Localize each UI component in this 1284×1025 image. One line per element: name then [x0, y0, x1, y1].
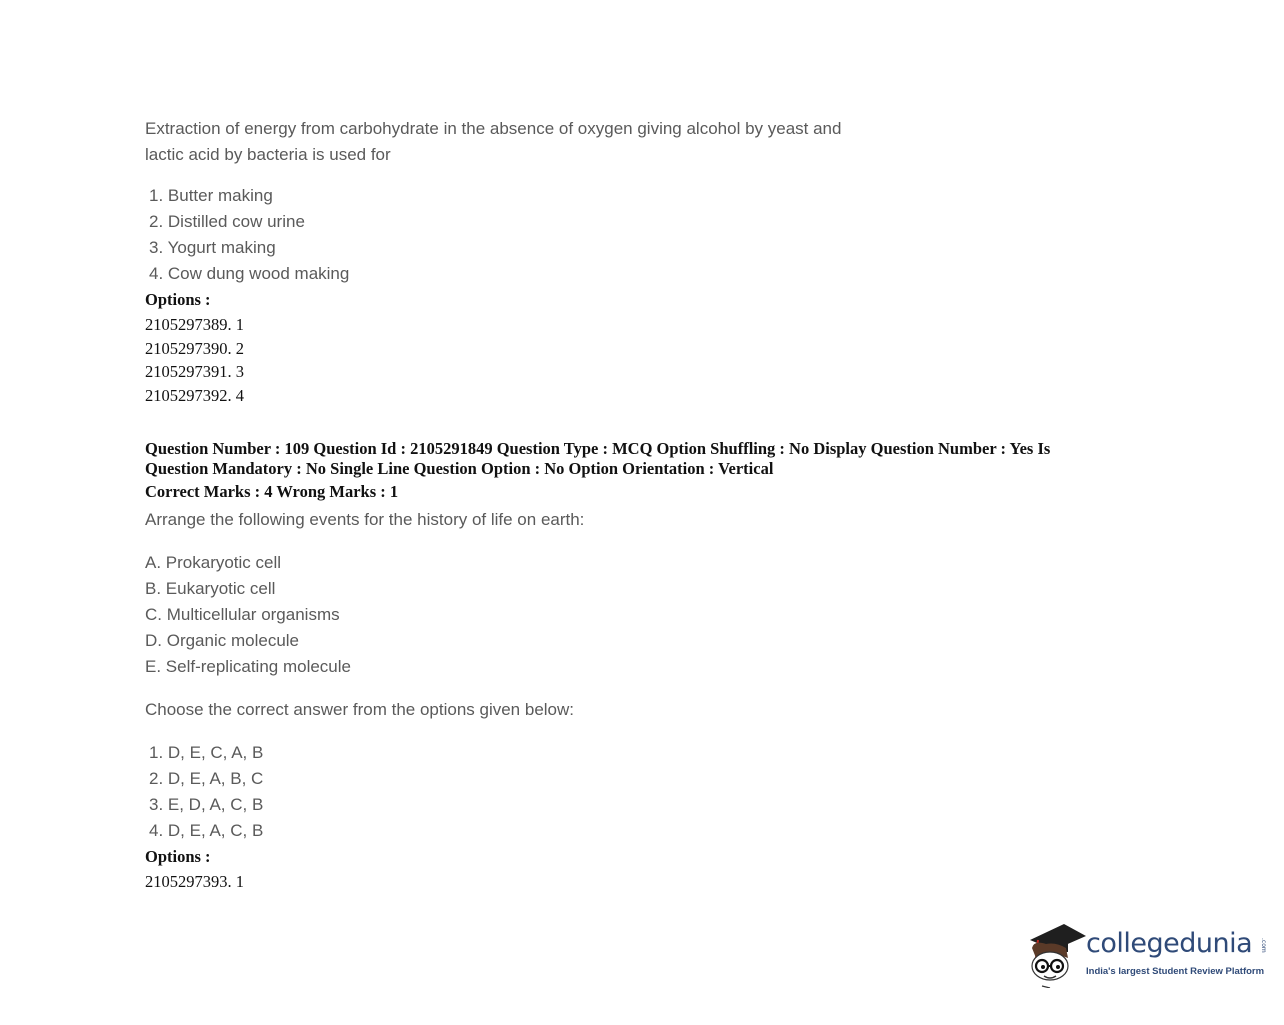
choice-item: 2. Distilled cow urine: [149, 212, 305, 231]
event-item: D. Organic molecule: [145, 631, 300, 650]
question-2-meta-line-2: Question Mandatory : No Single Line Question Option : No Option Orientation : Vertical: [145, 459, 774, 478]
question-2-meta: [145, 439, 1145, 479]
event-item: A. Prokaryotic cell: [145, 553, 282, 572]
question-1-options-list: [145, 313, 244, 408]
option-item: 2105297392. 4: [145, 386, 244, 406]
option-item: 2105297391. 3: [145, 362, 244, 382]
question-2-meta-line-1: Question Number : 109 Question Id : 2105291849 Question Type : MCQ Option Shuffling : No Display Question Number : Yes Is: [145, 439, 1051, 458]
event-item: E. Self-replicating molecule: [145, 657, 351, 676]
question-2-marks: Correct Marks : 4 Wrong Marks : 1: [145, 482, 399, 501]
choice-item: 2. D, E, A, B, C: [149, 769, 264, 788]
question-2-options-list: [145, 870, 244, 894]
option-item: 2105297390. 2: [145, 338, 244, 358]
event-item: C. Multicellular organisms: [145, 605, 340, 624]
question-2-options-label: Options :: [145, 847, 211, 866]
choice-item: 4. D, E, A, C, B: [149, 821, 264, 840]
choice-item: 1. D, E, C, A, B: [149, 743, 264, 762]
question-1-text: [145, 116, 885, 168]
choice-item: 1. Butter making: [149, 186, 273, 205]
logo-domain-suffix: .com: [1260, 938, 1267, 953]
choice-item: 3. E, D, A, C, B: [149, 795, 264, 814]
logo-wordmark: collegedunia: [1086, 928, 1253, 959]
collegedunia-logo[interactable]: [1024, 916, 1267, 988]
question-1-text-line-2: lactic acid by bacteria is used for: [145, 145, 391, 164]
question-1-text-line-1: Extraction of energy from carbohydrate in the absence of oxygen giving alcohol by yeast and: [145, 119, 842, 138]
question-1-options-label: Options :: [145, 290, 211, 309]
choice-item: 3. Yogurt making: [149, 238, 276, 257]
choice-item: 4. Cow dung wood making: [149, 264, 350, 283]
question-2-instruction: Choose the correct answer from the options given below:: [145, 700, 575, 719]
question-1-choices: [149, 183, 349, 287]
question-2-items: [145, 550, 351, 680]
student-mascot-icon: [1024, 918, 1088, 988]
logo-tagline: India's largest Student Review Platform: [1086, 966, 1265, 977]
question-2-choices: [149, 740, 263, 844]
question-2-text: Arrange the following events for the history of life on earth:: [145, 510, 585, 529]
option-item: 2105297393. 1: [145, 872, 244, 891]
event-item: B. Eukaryotic cell: [145, 579, 276, 598]
option-item: 2105297389. 1: [145, 315, 244, 334]
